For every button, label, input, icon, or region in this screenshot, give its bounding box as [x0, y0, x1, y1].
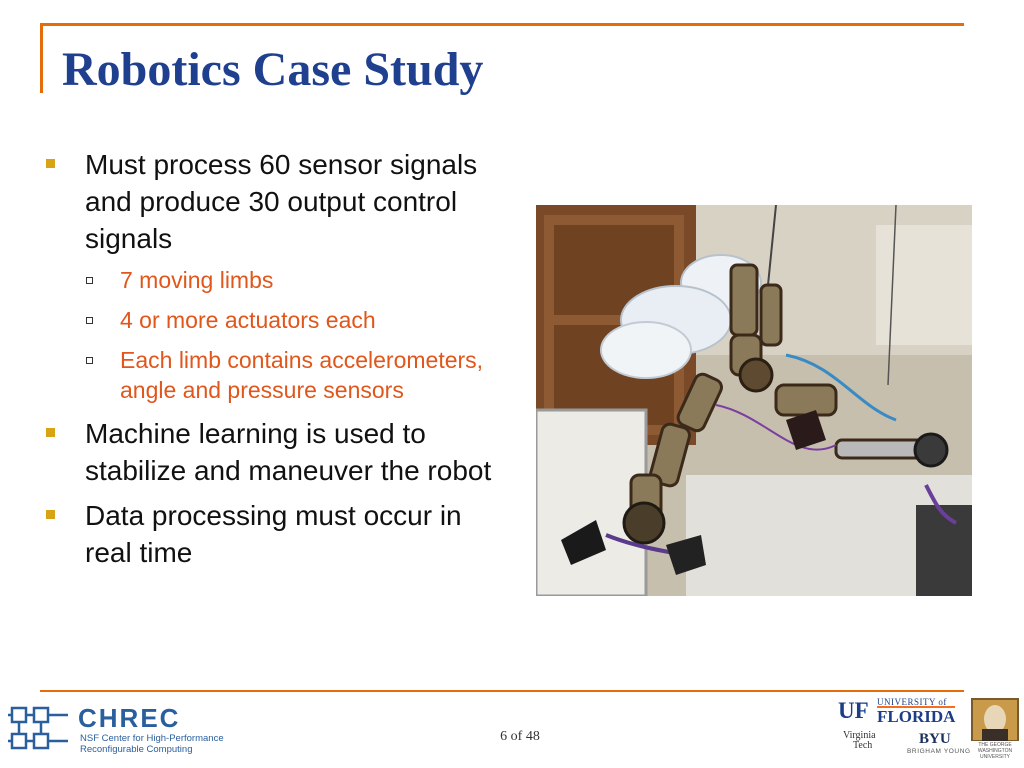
robot-photo: [536, 205, 972, 596]
uf-logo-florida: FLORIDA: [877, 707, 956, 726]
bullet-item: [44, 146, 514, 257]
footer-divider: [40, 690, 964, 692]
page-number: 6 of 48: [500, 729, 540, 744]
bullet-square-icon: [46, 159, 55, 168]
chrec-circuit-icon: [8, 700, 70, 758]
chrec-logo: [8, 700, 223, 758]
sub-bullet-text: Each limb contains accelerometers, angle and pressure sensors: [120, 347, 484, 403]
vt-line1: Virginia: [843, 730, 876, 741]
virginia-tech-logo: [843, 731, 876, 751]
hollow-square-icon: [86, 317, 93, 324]
gwu-line2: WASHINGTON: [977, 748, 1013, 754]
chrec-tagline-line2: Reconfigurable Computing: [80, 744, 193, 755]
sub-bullet-item: [44, 305, 514, 335]
top-border-line: [40, 23, 964, 26]
uf-logo-mark: UF: [838, 698, 869, 723]
byu-subtitle: BRIGHAM YOUNG: [907, 748, 971, 755]
sub-bullet-text: 7 moving limbs: [120, 267, 274, 293]
gwu-line3: UNIVERSITY: [979, 754, 1010, 760]
gwu-wordmark: [970, 742, 1020, 760]
bullet-item: [44, 415, 514, 489]
bullet-item: [44, 497, 514, 571]
bullet-square-icon: [46, 428, 55, 437]
bullet-square-icon: [46, 510, 55, 519]
hollow-square-icon: [86, 357, 93, 364]
robot-photo-illustration: [536, 205, 972, 596]
hollow-square-icon: [86, 277, 93, 284]
chrec-tagline: [80, 733, 230, 755]
sub-bullet-item: [44, 345, 514, 405]
slide-title: Robotics Case Study: [62, 43, 484, 96]
chrec-wordmark: CHREC: [78, 703, 181, 733]
vt-line2: Tech: [853, 740, 873, 751]
left-border-line: [40, 23, 43, 93]
byu-logo: BYU: [919, 731, 951, 747]
gwu-portrait-icon: [970, 697, 1020, 741]
chrec-tagline-line1: NSF Center for High-Performance: [80, 733, 224, 744]
bullet-text: Data processing must occur in real time: [85, 500, 462, 568]
uf-logo-university: UNIVERSITY of: [877, 697, 947, 707]
sub-bullet-text: 4 or more actuators each: [120, 307, 376, 333]
bullet-text: Must process 60 sensor signals and produce 30 output control signals: [85, 149, 478, 254]
gwu-line1: THE GEORGE: [978, 742, 1012, 748]
bullet-text: Machine learning is used to stabilize and maneuver the robot: [85, 418, 492, 486]
sub-bullet-item: [44, 265, 514, 295]
bullet-list: [44, 146, 514, 579]
